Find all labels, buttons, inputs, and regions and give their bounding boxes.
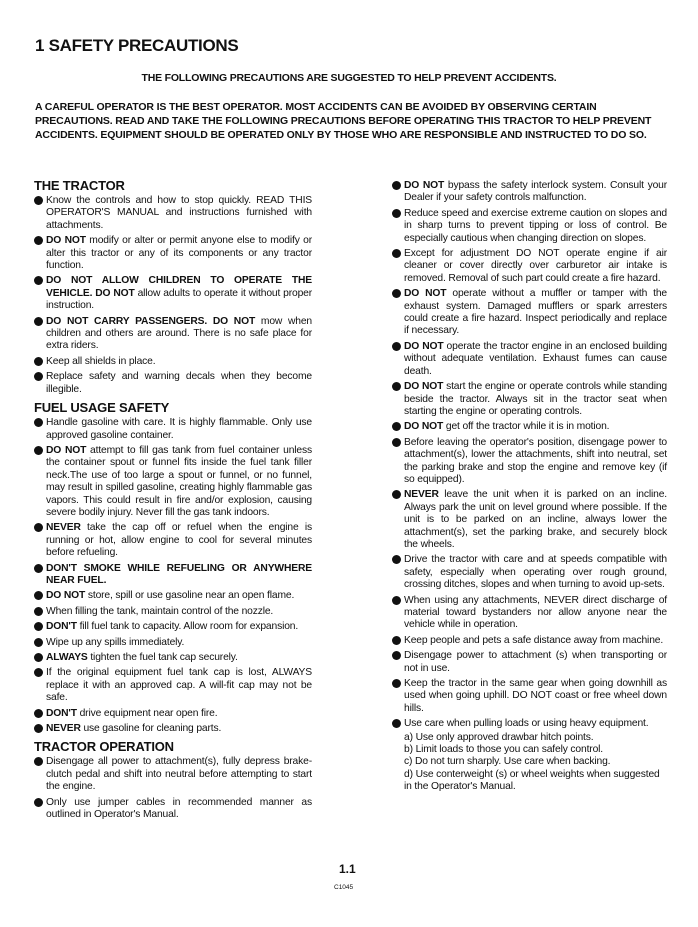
bullet-dot-icon xyxy=(34,709,43,718)
bullet-item xyxy=(392,288,667,338)
bullet-text: mow when children and others are around. There is no safe place for extra riders. xyxy=(46,315,312,352)
bullet-text: Disengage all power to attachment(s), fully depress brake-clutch pedal and shift into neutral before attempting to start the engine. xyxy=(46,756,312,793)
category-heading: FUEL USAGE SAFETY xyxy=(34,400,170,416)
bullet-text: Keep the tractor in the same gear when going downhill as used when going uphill. DO NOT coast or free wheel down hills. xyxy=(404,678,667,714)
bullet-dot-icon xyxy=(392,596,401,605)
bullet-dot-icon xyxy=(392,679,401,688)
bullet-item xyxy=(392,554,667,591)
section-title: 1 SAFETY PRECAUTIONS xyxy=(35,36,239,55)
bullet-dot-icon xyxy=(392,719,401,728)
bullet-dot-icon xyxy=(392,555,401,564)
bullet-item xyxy=(34,235,312,272)
bullet-item xyxy=(392,381,667,418)
bullet-dot-icon xyxy=(34,446,43,455)
bullet-list xyxy=(34,756,312,821)
bullet-text: allow adults to operate it without proper instruction. xyxy=(46,287,313,312)
bullet-text: Keep all shields in place. xyxy=(46,355,156,367)
bullet-list xyxy=(34,195,312,396)
bullet-emphasis: DO NOT CARRY PASSENGERS. DO NOT xyxy=(46,315,256,327)
bullet-dot-icon xyxy=(34,236,43,245)
bullet-item xyxy=(34,667,312,704)
bullet-emphasis: DO NOT xyxy=(404,180,445,191)
bullet-item xyxy=(34,652,312,664)
bullet-text: use gasoline for cleaning parts. xyxy=(80,723,222,735)
bullet-emphasis: DO NOT xyxy=(404,381,444,393)
bullet-text: fill fuel tank to capacity. Allow room for expansion. xyxy=(76,621,299,633)
bullet-text: Replace safety and warning decals when they become illegible. xyxy=(46,371,312,395)
bullet-emphasis: DON'T SMOKE WHILE REFUELING OR ANYWHERE NEAR FUEL. xyxy=(46,562,312,586)
bullet-text: modify or alter or permit anyone else to modify or alter this tractor or any of its components or any tractor function. xyxy=(46,235,312,272)
bullet-text: operate the tractor engine in an enclosed building without adequate ventilation. Exhaust fumes can cause death. xyxy=(404,340,667,377)
bullet-text: attempt to fill gas tank from fuel container unless the container spout or funnel fits inside the fuel tank filler neck.The use of too large a spout or funnel, or no funnel, may result in spilled gasoline, creating highly flammable gas vapors. This could result in fire and/or explosion, causing severe bodily injury. Never fill the gas tank indoors. xyxy=(46,444,312,518)
bullet-dot-icon xyxy=(34,372,43,381)
bullet-dot-icon xyxy=(34,523,43,532)
page-number: 1.1 xyxy=(339,862,356,876)
bullet-text: operate without a muffler or tamper with the exhaust system. Damaged mufflers or spark arresters could create a fire hazard. Inspect periodically and replace if necessary. xyxy=(404,288,667,337)
bullet-emphasis: DO NOT xyxy=(404,288,447,300)
bullet-text: bypass the safety interlock system. Consult your Dealer if your safety controls malfunction. xyxy=(404,180,667,204)
sub-list-item: c) Do not turn sharply. Use care when backing. xyxy=(404,756,611,768)
bullet-dot-icon xyxy=(392,490,401,499)
bullet-item xyxy=(34,316,312,353)
intro-paragraph: A CAREFUL OPERATOR IS THE BEST OPERATOR. MOST ACCIDENTS CAN BE AVOIDED BY OBSERVING CERTAIN PRECAUTIONS. READ AND TAKE THE FOLLOWING PRECAUTIONS BEFORE OPERATING THIS TRACTOR TO HELP PREVENT ACCIDENTS. EQUIPMENT SHOULD BE OPERATED ONLY BY THOSE WHO ARE RESPONSIBLE AND INSTRUCTED TO DO SO. xyxy=(35,101,652,142)
bullet-text: When filling the tank, maintain control of the nozzle. xyxy=(46,605,274,617)
bullet-dot-icon xyxy=(34,638,43,647)
bullet-dot-icon xyxy=(392,209,401,218)
bullet-text: Drive the tractor with care and at speeds compatible with safety, especially when operating over rough ground, crossing ditches, slopes and when turning to avoid up-sets. xyxy=(404,554,667,591)
bullet-item xyxy=(392,180,667,205)
bullet-emphasis: NEVER xyxy=(46,522,81,534)
bullet-dot-icon xyxy=(392,181,401,190)
bullet-text: Before leaving the operator's position, disengage power to attachment(s), lower the attachments, shift into neutral, set the parking brake and stop the engine and remove key (if so equipped). xyxy=(404,436,667,485)
bullet-text: tighten the fuel tank cap securely. xyxy=(87,652,238,663)
bullet-dot-icon xyxy=(392,422,401,431)
sub-list-item: b) Limit loads to those you can safely control. xyxy=(404,744,603,756)
category-heading: THE TRACTOR xyxy=(34,178,125,193)
bullet-item xyxy=(34,797,312,822)
bullet-dot-icon xyxy=(34,757,43,766)
bullet-item xyxy=(34,723,312,735)
bullet-dot-icon xyxy=(34,317,43,326)
bullet-list xyxy=(34,417,312,735)
bullet-item xyxy=(34,371,312,396)
bullet-text: get off the tractor while it is in motion. xyxy=(443,421,610,433)
bullet-dot-icon xyxy=(392,636,401,645)
bullet-text: Wipe up any spills immediately. xyxy=(46,636,185,648)
bullet-item xyxy=(34,195,312,232)
category-heading: TRACTOR OPERATION xyxy=(34,739,174,755)
bullet-text: leave the unit when it is parked on an incline. Always park the unit on level ground where possible. If the unit is to be parked on an incline, always lower the attachment(s), set the parking brake, and securely block the wheels. xyxy=(404,489,667,550)
bullet-item xyxy=(34,417,312,442)
bullet-text: When using any attachments, NEVER direct discharge of material toward bystanders nor allow anyone near the vehicle while in operation. xyxy=(404,594,667,631)
bullet-item xyxy=(34,606,312,618)
bullet-text: Keep people and pets a safe distance away from machine. xyxy=(404,634,664,646)
sub-list-item: a) Use only approved drawbar hitch points. xyxy=(404,731,594,743)
bullet-dot-icon xyxy=(34,418,43,427)
bullet-emphasis: DO NOT ALLOW CHILDREN TO OPERATE THE VEHICLE. DO NOT xyxy=(46,275,312,299)
right-column-list xyxy=(392,180,667,794)
bullet-text: drive equipment near open fire. xyxy=(76,707,218,719)
bullet-dot-icon xyxy=(34,564,43,573)
document-code: C1045 xyxy=(334,884,354,891)
bullet-item xyxy=(392,650,667,675)
bullet-dot-icon xyxy=(34,591,43,600)
bullet-item xyxy=(392,341,667,378)
right-column xyxy=(392,180,667,798)
bullet-item xyxy=(34,356,312,368)
sub-list xyxy=(404,732,667,794)
bullet-item xyxy=(392,208,667,245)
bullet-text: Reduce speed and exercise extreme caution on slopes and in sharp turns to prevent tipping or loss of control. Be especially cautious when changing direction on slopes. xyxy=(404,207,667,244)
bullet-dot-icon xyxy=(392,342,401,351)
bullet-dot-icon xyxy=(34,607,43,616)
bullet-dot-icon xyxy=(392,382,401,391)
bullet-dot-icon xyxy=(392,249,401,258)
bullet-text: Handle gasoline with care. It is highly flammable. Only use approved gasoline container. xyxy=(46,417,312,441)
bullet-dot-icon xyxy=(392,651,401,660)
bullet-item xyxy=(392,678,667,715)
bullet-item xyxy=(34,563,312,588)
bullet-item xyxy=(34,756,312,793)
bullet-emphasis: NEVER xyxy=(404,489,439,501)
bullet-item xyxy=(392,595,667,632)
bullet-emphasis: ALWAYS xyxy=(46,652,88,663)
bullet-dot-icon xyxy=(34,653,43,662)
bullet-text: store, spill or use gasoline near an open flame. xyxy=(85,590,295,602)
bullet-dot-icon xyxy=(34,357,43,366)
bullet-dot-icon xyxy=(34,668,43,677)
bullet-emphasis: DO NOT xyxy=(46,444,87,456)
bullet-dot-icon xyxy=(34,196,43,205)
bullet-item xyxy=(34,621,312,633)
bullet-dot-icon xyxy=(392,289,401,298)
bullet-emphasis: NEVER xyxy=(46,723,81,735)
bullet-text: Know the controls and how to stop quickly. READ THIS OPERATOR'S MANUAL and instructions furnished with attachments. xyxy=(46,195,312,231)
bullet-dot-icon xyxy=(34,798,43,807)
bullet-item xyxy=(392,635,667,647)
bullet-item xyxy=(34,637,312,649)
bullet-dot-icon xyxy=(34,622,43,631)
bullet-dot-icon xyxy=(34,276,43,285)
bullet-emphasis: DO NOT xyxy=(46,235,86,247)
bullet-emphasis: DON'T xyxy=(46,621,77,633)
bullet-text: Disengage power to attachment (s) when transporting or not in use. xyxy=(404,650,667,674)
bullet-text: If the original equipment fuel tank cap is lost, ALWAYS replace it with an approved cap. A will-fit cap may not be safe. xyxy=(46,667,312,704)
bullet-item xyxy=(34,708,312,720)
bullet-item xyxy=(392,489,667,551)
bullet-text: Only use jumper cables in recommended manner as outlined in Operator's Manual. xyxy=(46,796,312,821)
bullet-item xyxy=(392,421,667,433)
left-column xyxy=(34,178,312,825)
bullet-item xyxy=(34,445,312,519)
bullet-dot-icon xyxy=(34,724,43,733)
bullet-emphasis: DO NOT xyxy=(404,421,444,433)
bullet-item xyxy=(34,275,312,312)
bullet-text: Use care when pulling loads or using heavy equipment. xyxy=(404,718,649,730)
bullet-item xyxy=(392,437,667,487)
subheading: THE FOLLOWING PRECAUTIONS ARE SUGGESTED TO HELP PREVENT ACCIDENTS. xyxy=(141,72,557,84)
bullet-item xyxy=(34,522,312,559)
bullet-dot-icon xyxy=(392,438,401,447)
bullet-emphasis: DO NOT xyxy=(404,340,444,352)
bullet-emphasis: DO NOT xyxy=(46,590,86,602)
bullet-item xyxy=(392,248,667,285)
bullet-text: Except for adjustment DO NOT operate engine if air cleaner or cover directly over carburetor air intake is removed. Removal of such part could create a fire hazard. xyxy=(404,248,667,284)
bullet-text: take the cap off or refuel when the engine is running or hot, allow engine to cool for several minutes before refueling. xyxy=(46,522,312,559)
bullet-emphasis: DON'T xyxy=(46,707,77,719)
sub-list-item: d) Use conterweight (s) or wheel weights when suggested in the Operator's Manual. xyxy=(404,768,660,793)
bullet-item xyxy=(392,718,667,793)
bullet-item xyxy=(34,590,312,602)
bullet-text: start the engine or operate controls while standing beside the tractor. Always sit in the tractor seat when starting the engine or operating controls. xyxy=(404,381,667,417)
